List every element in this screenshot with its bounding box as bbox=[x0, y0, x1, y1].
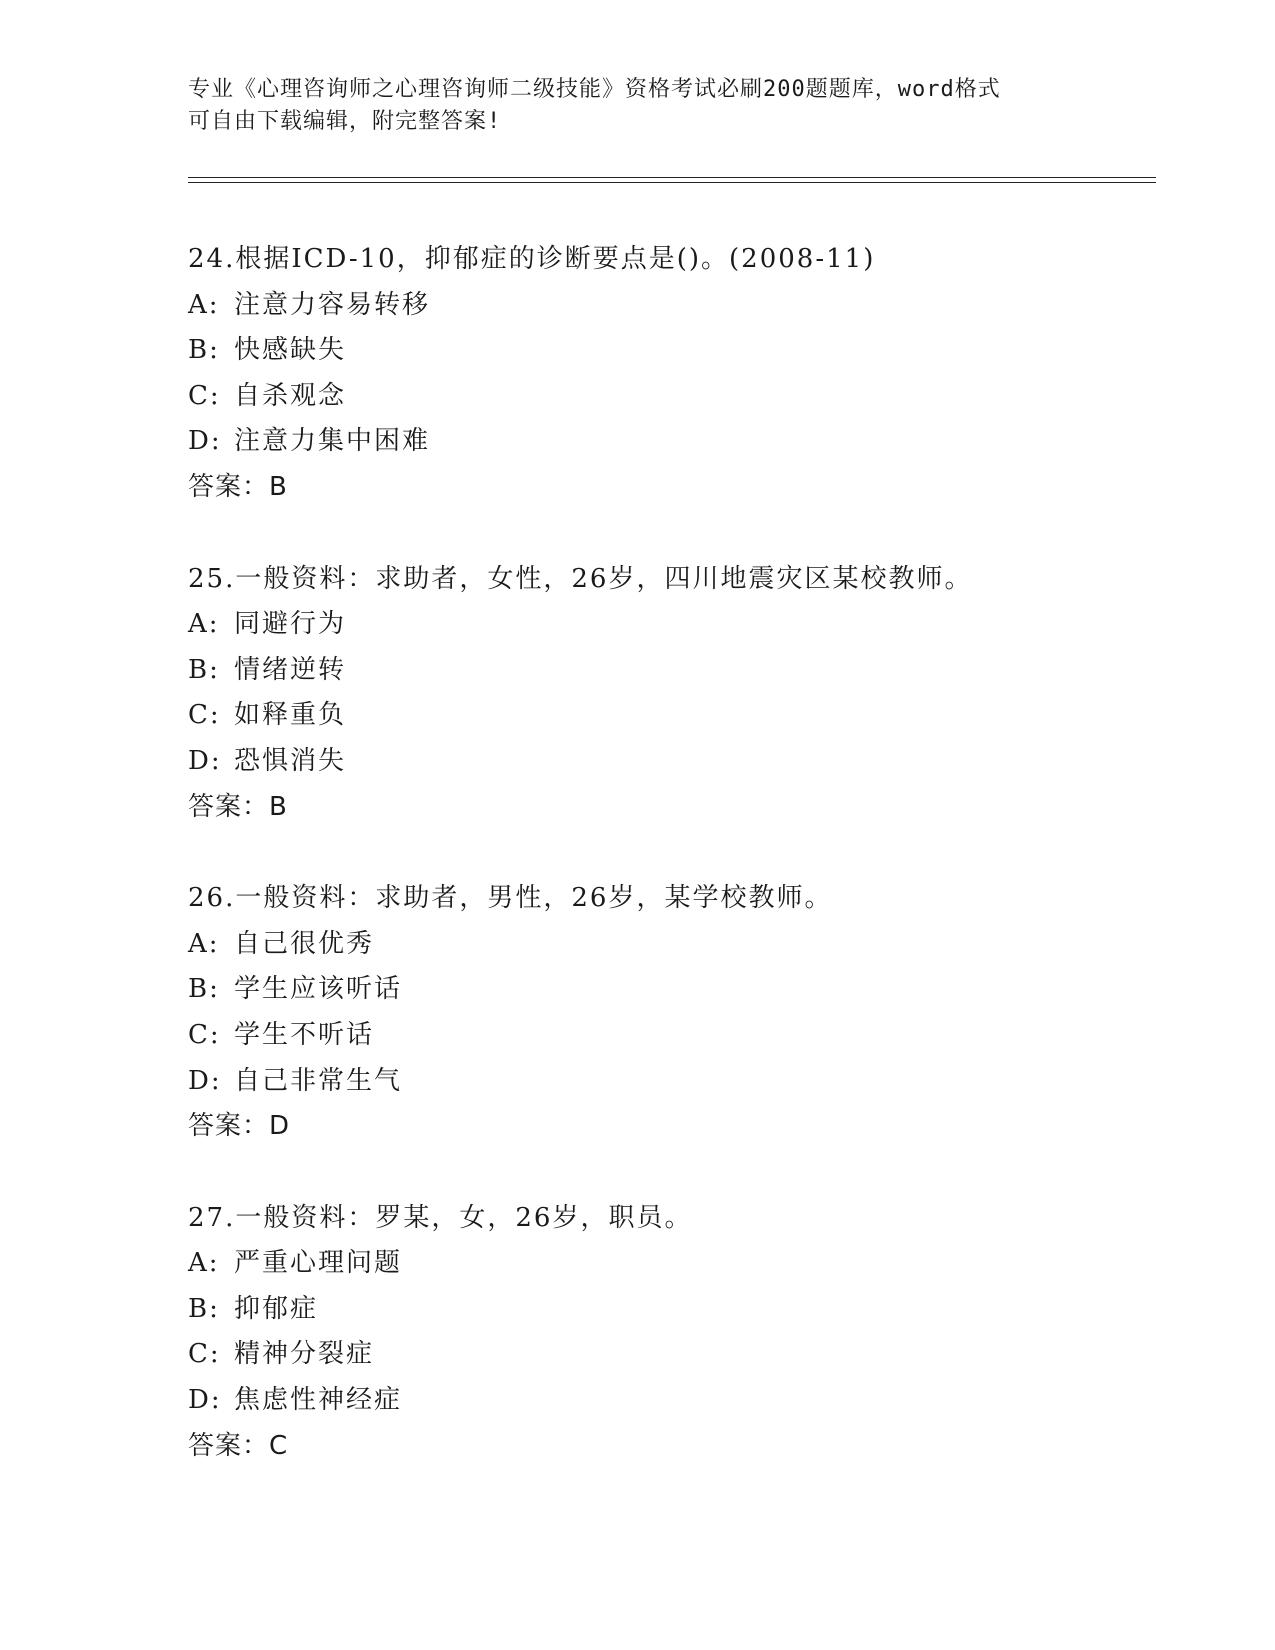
option-d bbox=[188, 1378, 1148, 1424]
option-a bbox=[188, 1241, 1148, 1287]
option-a bbox=[188, 602, 1148, 648]
question-stem-line bbox=[188, 876, 1148, 922]
option-text: 自己非常生气 bbox=[234, 1065, 403, 1096]
option-key: C: bbox=[188, 380, 221, 411]
option-key: A: bbox=[188, 609, 220, 640]
question-number: 26. bbox=[188, 883, 236, 914]
option-text: 学生不听话 bbox=[234, 1019, 375, 1050]
option-d bbox=[188, 419, 1148, 465]
option-key: B: bbox=[188, 974, 220, 1005]
option-text: 快感缺失 bbox=[234, 335, 347, 366]
answer-line: 答案：B bbox=[188, 471, 288, 502]
option-key: B: bbox=[188, 1293, 220, 1324]
answer-line: 答案：B bbox=[188, 791, 288, 822]
option-text: 情绪逆转 bbox=[234, 654, 347, 685]
question-list bbox=[188, 237, 1148, 1515]
option-text: 自己很优秀 bbox=[234, 928, 375, 959]
option-key: C: bbox=[188, 1019, 221, 1050]
header-divider-top bbox=[188, 177, 1156, 178]
option-text: 学生应该听话 bbox=[234, 974, 403, 1005]
question-stem: 一般资料：求助者，男性，26岁，某学校教师。 bbox=[235, 883, 833, 914]
option-b bbox=[188, 967, 1148, 1013]
option-key: C: bbox=[188, 1339, 221, 1370]
option-a bbox=[188, 922, 1148, 968]
option-text: 抑郁症 bbox=[234, 1293, 319, 1324]
option-text: 严重心理问题 bbox=[234, 1248, 403, 1279]
header-line-2: 可自由下载编辑，附完整答案! bbox=[188, 109, 502, 134]
option-b bbox=[188, 328, 1148, 374]
option-text: 焦虑性神经症 bbox=[234, 1385, 403, 1416]
option-key: C: bbox=[188, 700, 221, 731]
document-header bbox=[188, 74, 1088, 138]
option-text: 恐惧消失 bbox=[234, 745, 347, 776]
option-c bbox=[188, 1332, 1148, 1378]
option-b bbox=[188, 648, 1148, 694]
question-number: 24. bbox=[188, 244, 236, 274]
option-b bbox=[188, 1287, 1148, 1333]
option-key: B: bbox=[188, 335, 220, 366]
header-divider-bottom bbox=[188, 182, 1156, 183]
option-text: 如释重负 bbox=[234, 700, 347, 731]
option-c bbox=[188, 693, 1148, 739]
question-stem-line bbox=[188, 557, 1148, 603]
option-a bbox=[188, 283, 1148, 329]
header-line-1: 专业《心理咨询师之心理咨询师二级技能》资格考试必刷200题题库，word格式 bbox=[188, 77, 1001, 102]
option-c bbox=[188, 374, 1148, 420]
answer-line: 答案：D bbox=[188, 1111, 291, 1142]
option-key: A: bbox=[188, 928, 220, 959]
question-number: 27. bbox=[188, 1202, 236, 1233]
option-text: 自杀观念 bbox=[234, 380, 347, 411]
option-text: 精神分裂症 bbox=[234, 1339, 375, 1370]
answer-line: 答案：C bbox=[188, 1430, 289, 1461]
question-stem-line bbox=[188, 1196, 1148, 1242]
option-key: B: bbox=[188, 654, 220, 685]
question-stem: 一般资料：求助者，女性，26岁，四川地震灾区某校教师。 bbox=[235, 563, 973, 594]
option-key: A: bbox=[188, 289, 220, 320]
question-24 bbox=[188, 237, 1148, 511]
option-d bbox=[188, 739, 1148, 785]
option-key: D: bbox=[188, 426, 222, 457]
question-26 bbox=[188, 876, 1148, 1150]
option-key: D: bbox=[188, 1065, 222, 1096]
option-key: D: bbox=[188, 1385, 222, 1416]
question-stem: 一般资料：罗某，女，26岁，职员。 bbox=[235, 1202, 693, 1233]
option-c bbox=[188, 1013, 1148, 1059]
question-number: 25. bbox=[188, 563, 236, 594]
question-stem-line bbox=[188, 237, 1148, 283]
question-25 bbox=[188, 557, 1148, 831]
question-27 bbox=[188, 1196, 1148, 1470]
option-text: 注意力集中困难 bbox=[234, 426, 431, 457]
option-d bbox=[188, 1059, 1148, 1105]
question-stem: 根据ICD-10，抑郁症的诊断要点是()。(2008-11) bbox=[235, 244, 876, 274]
option-key: A: bbox=[188, 1248, 220, 1279]
option-text: 同避行为 bbox=[234, 609, 347, 640]
option-key: D: bbox=[188, 745, 222, 776]
option-text: 注意力容易转移 bbox=[234, 289, 431, 320]
